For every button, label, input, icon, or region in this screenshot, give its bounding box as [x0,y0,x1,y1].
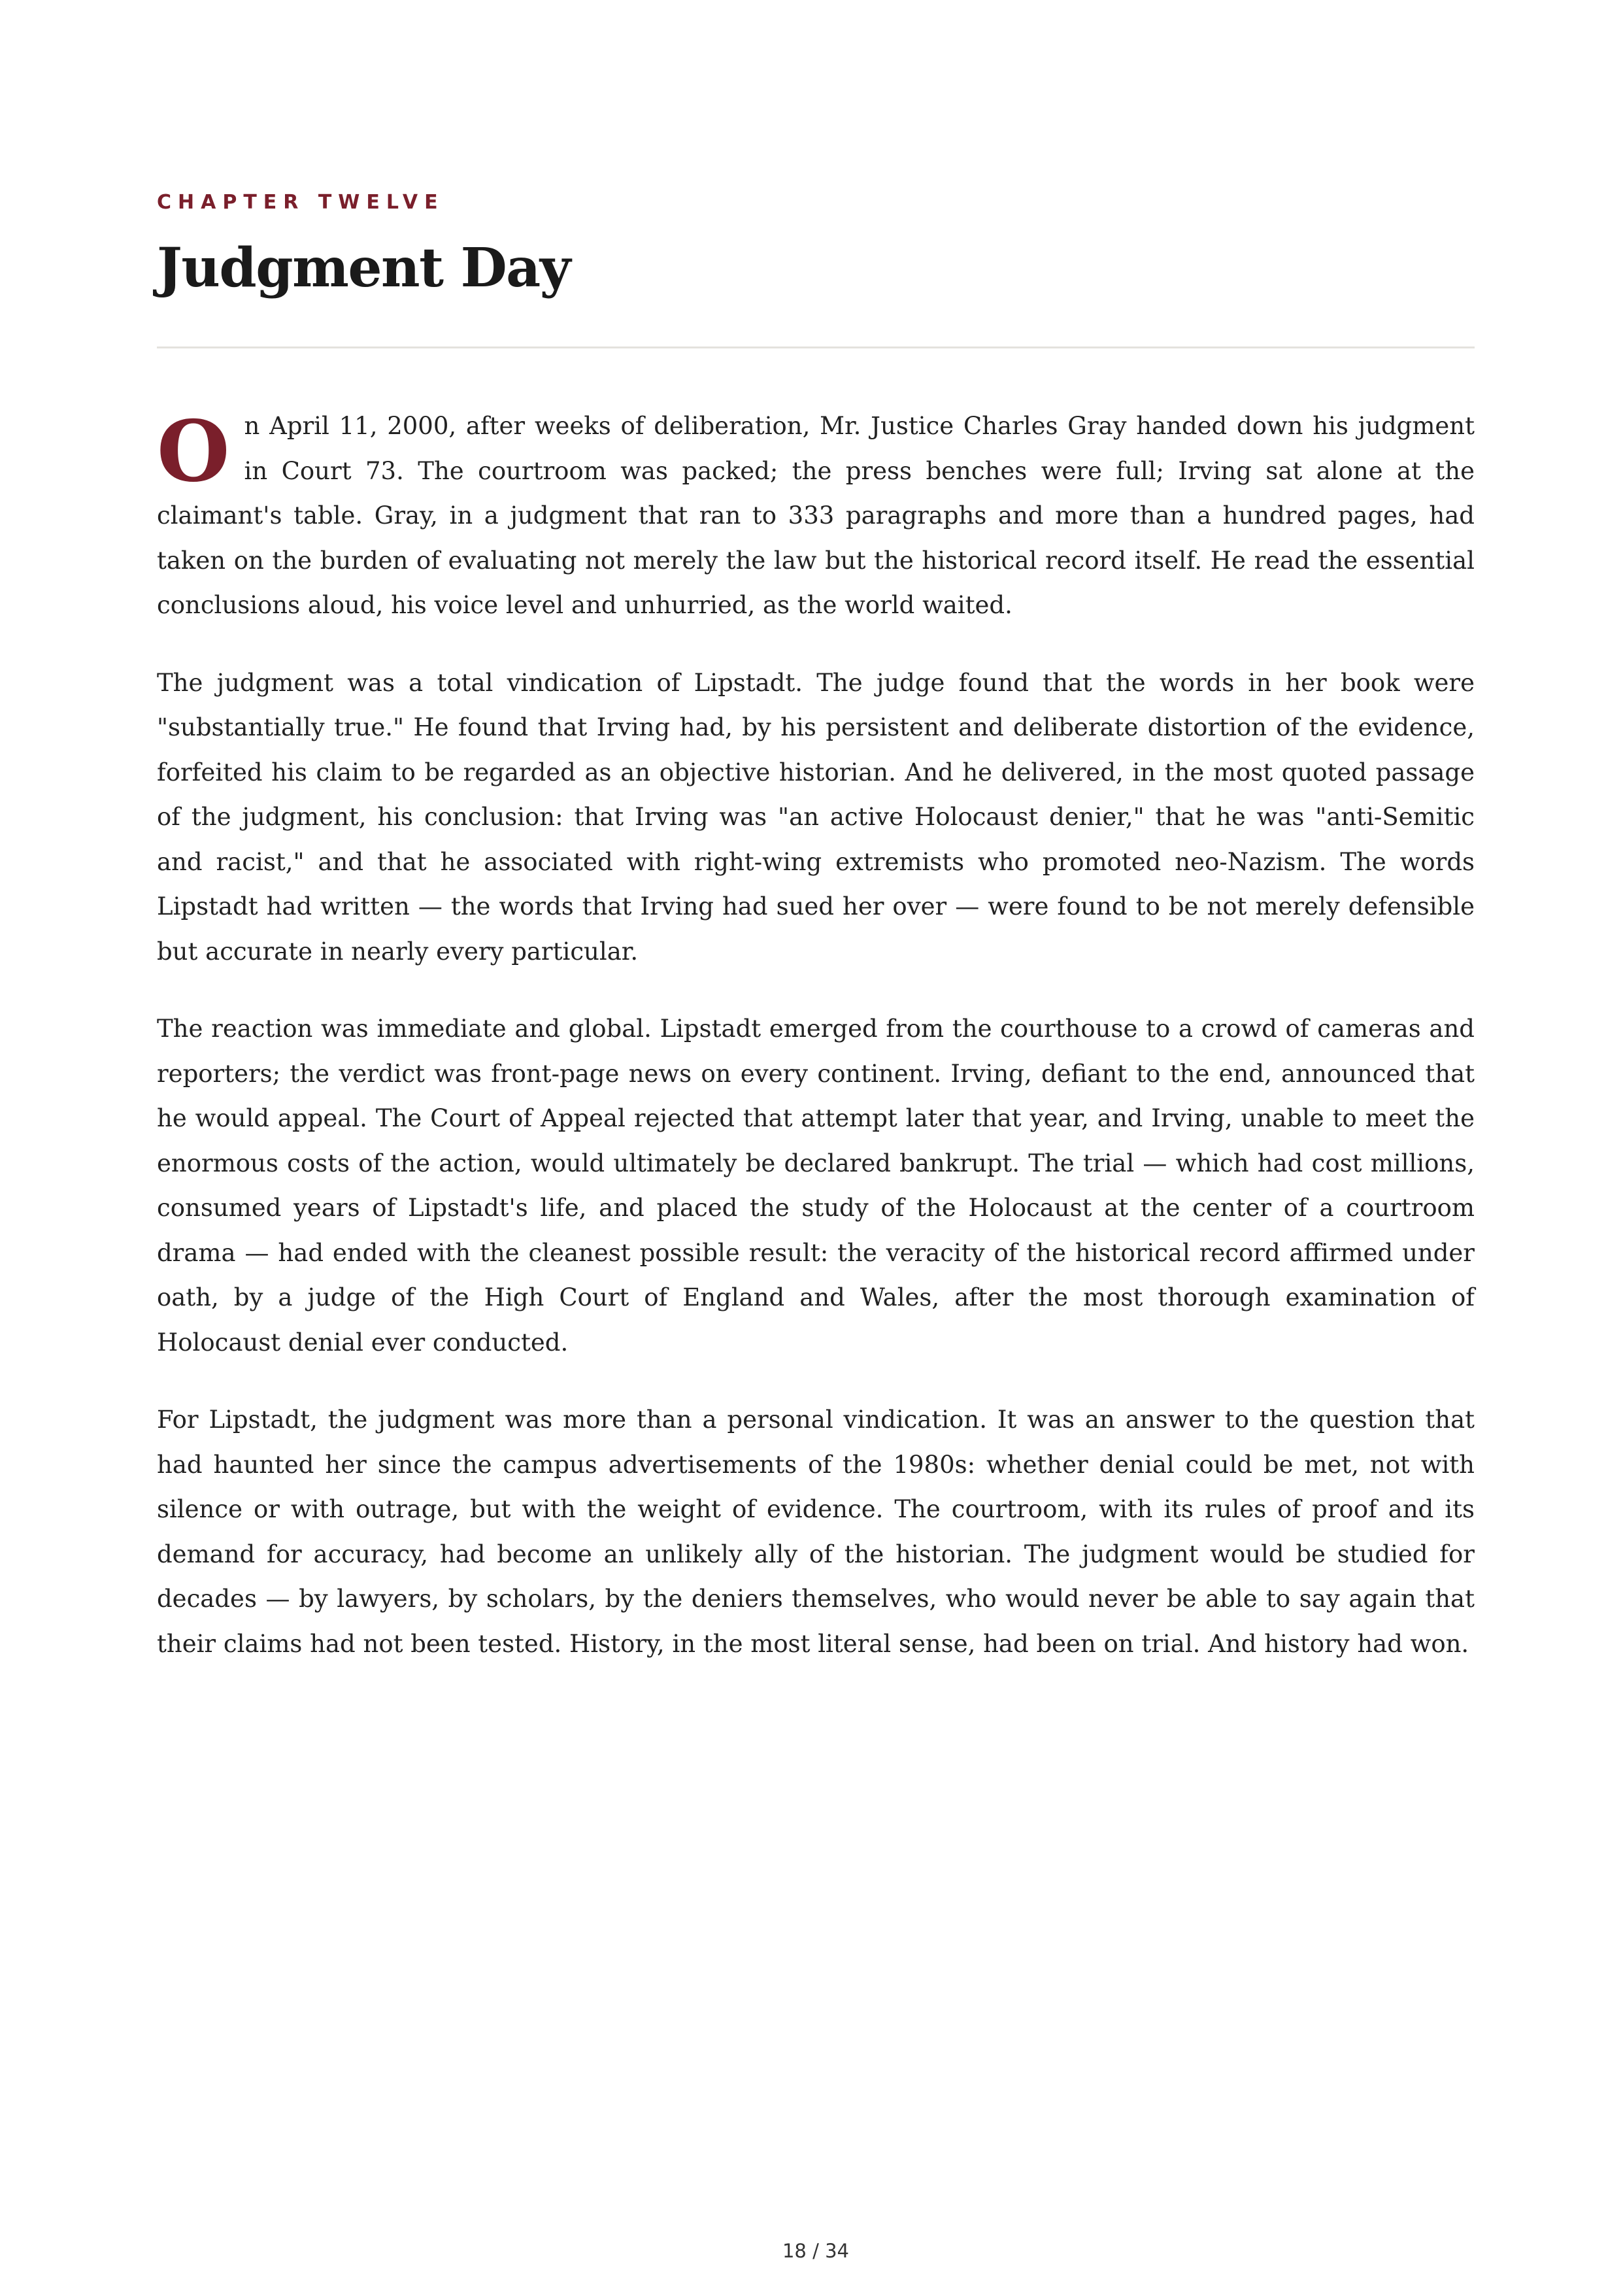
paragraph-3: The reaction was immediate and global. Lipstadt emerged from the courthouse to a crowd of cameras and reporters; the verdict was front-page news on every continent. Irving, defiant to the end, announced that he would appeal. The Court of Appeal rejected that attempt later that year, and Irving, unable to meet the enormous costs of the action, would ultimately be declared bankrupt. The trial — which had cost millions, consumed years of Lipstadt's life, and placed the study of the Holocaust at the center of a courtroom drama — had ended with the cleanest possible result: the veracity of the historical record affirmed under oath, by a judge of the High Court of England and Wales, after the most thorough examination of Holocaust denial ever conducted. [157,1015,1475,1357]
document-page [157,0,1475,2296]
paragraph-4: For Lipstadt, the judgment was more than a personal vindication. It was an answer to the question that had haunted her since the campus advertisements of the 1980s: whether denial could be met, not with silence or with outrage, but with the weight of evidence. The courtroom, with its rules of proof and its demand for accuracy, had become an unlikely ally of the historian. The judgment would be studied for decades — by lawyers, by scholars, by the deniers themselves, who would never be able to say again that their claims had not been tested. History, in the most literal sense, had been on trial. And history had won. [157,1406,1475,1658]
title-divider [157,346,1475,348]
paragraph-1 [157,404,1475,628]
paragraph-1-text: n April 11, 2000, after weeks of deliberation, Mr. Justice Charles Gray handed down his judgment in Court 73. The courtroom was packed; the press benches were full; Irving sat alone at the claimant's table. Gray, in a judgment that ran to 333 paragraphs and more than a hundred pages, had taken on the burden of evaluating not merely the law but the historical record itself. He read the essential conclusions aloud, his voice level and unhurried, as the world waited. [157,412,1475,619]
paragraph-2: The judgment was a total vindication of Lipstadt. The judge found that the words in her book were "substantially true." He found that Irving had, by his persistent and deliberate distortion of the evidence, forfeited his claim to be regarded as an objective historian. And he delivered, in the most quoted passage of the judgment, his conclusion: that Irving was "an active Holocaust denier," that he was "anti-Semitic and racist," and that he associated with right-wing extremists who promoted neo-Nazism. The words Lipstadt had written — the words that Irving had sued her over — were found to be not merely defensible but accurate in nearly every particular. [157,668,1475,966]
page-number: 18 / 34 [782,2240,849,2262]
drop-cap: O [157,403,230,501]
chapter-kicker: CHAPTER TWELVE [157,191,444,214]
chapter-title: Judgment Day [157,237,570,299]
chapter-body [157,404,1475,1699]
